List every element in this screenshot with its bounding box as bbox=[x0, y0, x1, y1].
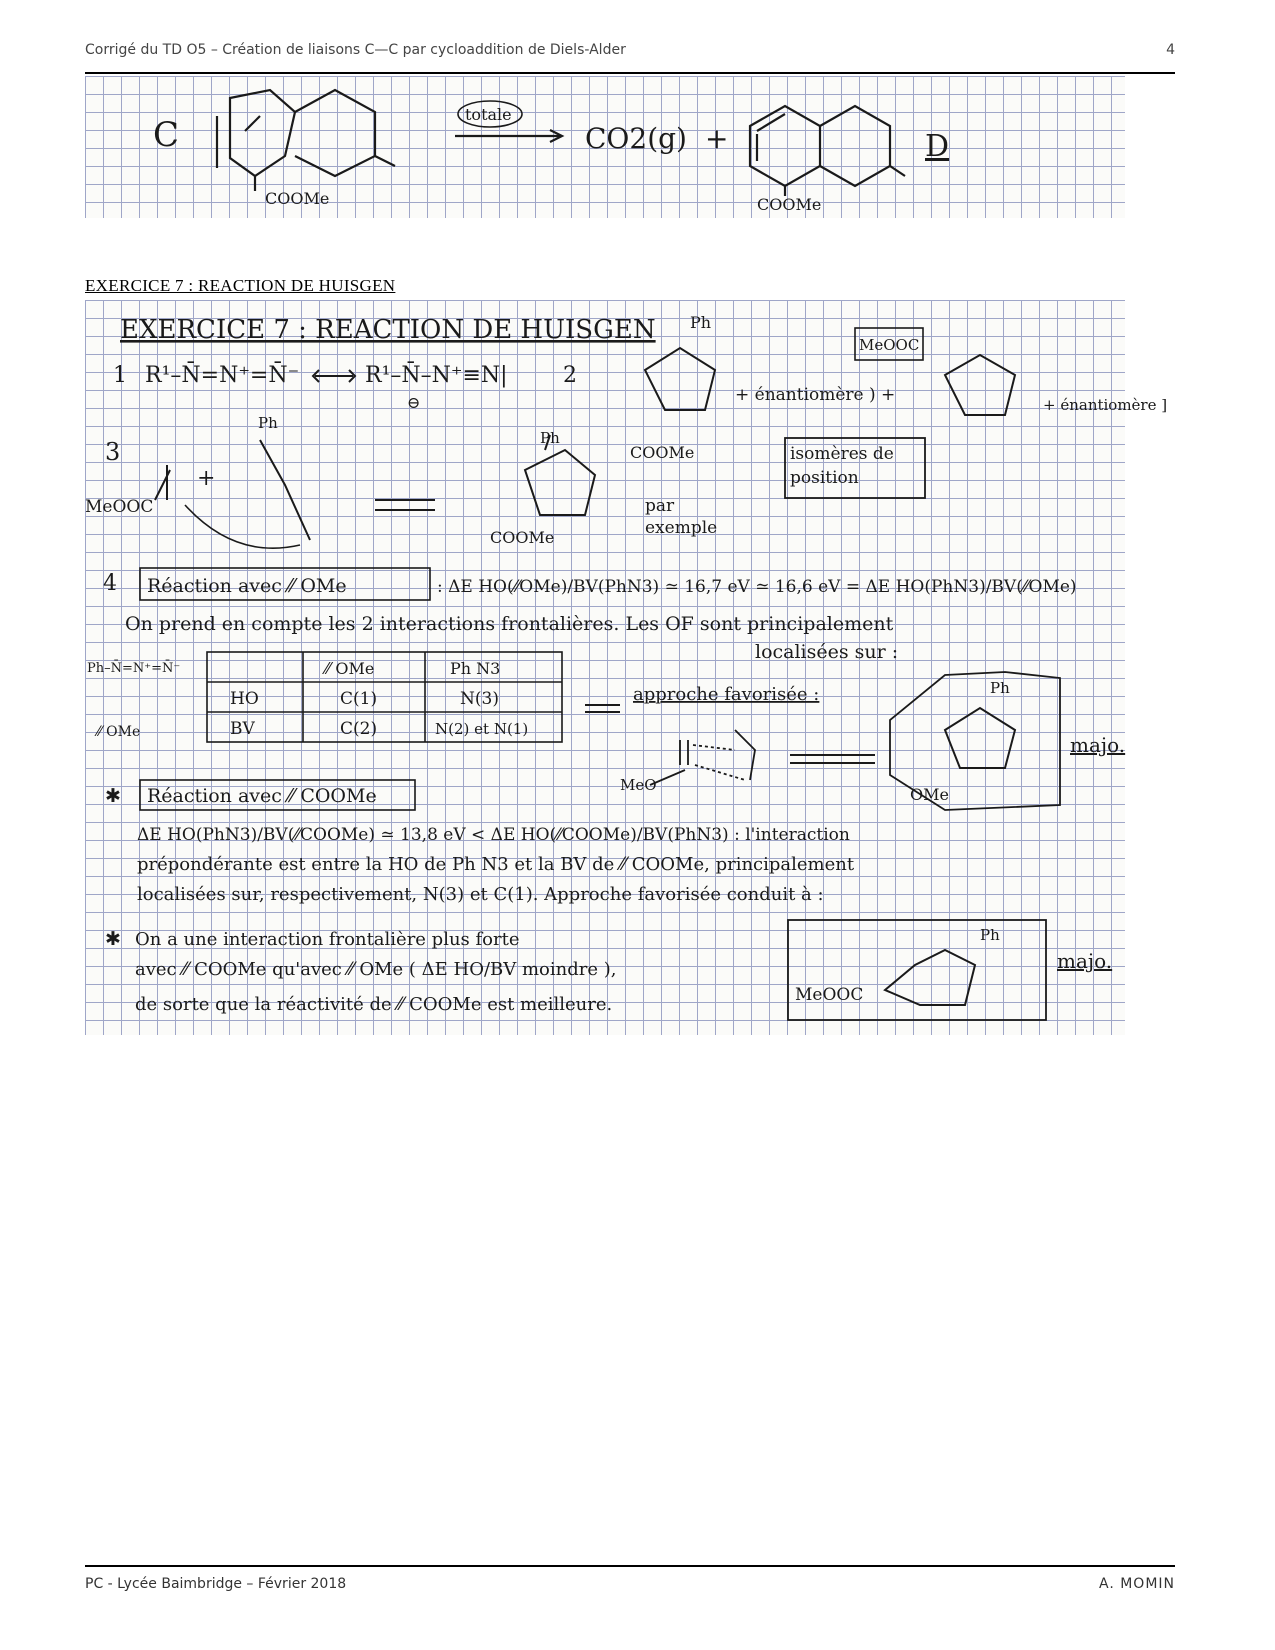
plus-sign: + bbox=[705, 122, 729, 155]
svg-text:MeO: MeO bbox=[620, 776, 657, 794]
co2-label: CO2(g) bbox=[585, 122, 687, 155]
table-cell-1-0: BV bbox=[230, 719, 255, 739]
q3-ph: Ph bbox=[258, 414, 278, 432]
q2-ph: Ph bbox=[690, 313, 712, 332]
q2-text2: + énantiomère ] bbox=[1043, 396, 1168, 414]
q4-line2: On prend en compte les 2 interactions frontalières. Les OF sont principalement bbox=[125, 613, 894, 635]
q3-coome: COOMe bbox=[490, 528, 555, 547]
q4-reaction2: Réaction avec ⁄⁄ COOMe bbox=[147, 785, 377, 807]
svg-text:✱: ✱ bbox=[105, 928, 121, 950]
coome-c: COOMe bbox=[265, 189, 330, 208]
section-heading: EXERCICE 7 : REACTION DE HUISGEN bbox=[85, 276, 396, 295]
huisgen-scan-image bbox=[85, 300, 1168, 1035]
azide-label: Ph–N̄=N⁺=N̄⁻ bbox=[87, 661, 181, 676]
majo2-ph: Ph bbox=[980, 926, 1000, 944]
majo1-ph: Ph bbox=[990, 679, 1010, 697]
q4-reaction1: Réaction avec ⁄⁄ OMe bbox=[147, 575, 347, 597]
coome-d: COOMe bbox=[757, 195, 822, 214]
q1-right: R¹–N̄–N⁺≡N| bbox=[365, 363, 508, 388]
q3-product bbox=[525, 435, 595, 515]
svg-text:Ph: Ph bbox=[540, 429, 560, 447]
q4-line9: de sorte que la réactivité de ⁄⁄ COOMe est meilleure. bbox=[135, 994, 613, 1015]
q1-right-minus: ⊖ bbox=[407, 393, 421, 412]
transition-state-sketch bbox=[650, 730, 755, 785]
q3-par-exemple: par exemple bbox=[645, 496, 718, 538]
q4-line6: localisées sur, respectivement, N(3) et C(1). Approche favorisée conduit à : bbox=[137, 884, 824, 905]
compound-d-structure bbox=[750, 106, 905, 196]
q2-text1: + énantiomère ) + bbox=[735, 385, 896, 405]
scan-title: EXERCICE 7 : REACTION DE HUISGEN bbox=[120, 315, 656, 345]
table-header-2: Ph N3 bbox=[450, 659, 501, 678]
svg-text:+: + bbox=[197, 466, 216, 491]
footer-rule bbox=[85, 1565, 1175, 1567]
majo1-structure bbox=[945, 708, 1015, 768]
svg-text:✱: ✱ bbox=[105, 785, 121, 807]
majo1-label: majo. bbox=[1070, 733, 1126, 757]
approche-text: approche favorisée : bbox=[633, 684, 820, 705]
q4-label: 4 bbox=[103, 571, 117, 596]
top-scan-image bbox=[85, 76, 1125, 218]
footer-left: PC - Lycée Baimbridge – Février 2018 bbox=[85, 1576, 347, 1592]
q4-line3: localisées sur : bbox=[755, 641, 899, 663]
table-header-1: ⁄⁄ OMe bbox=[325, 659, 375, 678]
q2-meooc: MeOOC bbox=[859, 336, 920, 354]
q4-eq1: : ΔE HO(⁄⁄OMe)/BV(PhN3) ≃ 16,7 eV ≃ 16,6 eV = ΔE HO(PhN3)/BV(⁄⁄OMe) bbox=[437, 577, 1077, 597]
q4-eq2: ΔE HO(PhN3)/BV(⁄⁄COOMe) ≃ 13,8 eV < ΔE HO(⁄⁄COOMe)/BV(PhN3) : l'interaction bbox=[137, 825, 850, 845]
majo1-ome: OMe bbox=[910, 785, 949, 804]
compound-c-structure bbox=[217, 90, 395, 191]
q2-triazoline-2 bbox=[945, 355, 1015, 415]
q2-coome: COOMe bbox=[630, 443, 695, 462]
q3-meooc: MeOOC bbox=[85, 497, 154, 517]
table-cell-1-2: N(2) et N(1) bbox=[435, 720, 529, 738]
page-header bbox=[85, 42, 1175, 66]
majo2-label: majo. bbox=[1057, 949, 1113, 973]
enol-label: ⁄⁄ OMe bbox=[97, 724, 141, 740]
table-cell-0-0: HO bbox=[230, 689, 259, 709]
header-rule bbox=[85, 72, 1175, 74]
q4-line5: prépondérante est entre la HO de Ph N3 et la BV de ⁄⁄ COOMe, principalement bbox=[137, 854, 855, 875]
q4-line8: avec ⁄⁄ COOMe qu'avec ⁄⁄ OMe ( ΔE HO/BV moindre ), bbox=[135, 959, 617, 980]
majo2-structure bbox=[885, 950, 975, 1005]
isomeres-box: isomères de position bbox=[790, 444, 894, 488]
compound-c-label: C bbox=[153, 115, 180, 155]
table-cell-0-1: C(1) bbox=[340, 689, 378, 709]
arrow-label: totale bbox=[465, 105, 512, 124]
q2-triazoline-1 bbox=[645, 348, 715, 410]
page-footer bbox=[85, 1576, 1175, 1600]
footer-author: A. MOMIN bbox=[1098, 1576, 1175, 1592]
q3-label: 3 bbox=[105, 438, 121, 466]
header-title: Corrigé du TD O5 – Création de liaisons C—C par cycloaddition de Diels-Alder bbox=[85, 42, 626, 58]
compound-d-label: D bbox=[925, 129, 950, 164]
q4-line7: On a une interaction frontalière plus forte bbox=[135, 929, 520, 950]
q2-label: 2 bbox=[563, 363, 577, 388]
table-cell-1-1: C(2) bbox=[340, 719, 378, 739]
majo2-meooc: MeOOC bbox=[795, 985, 864, 1005]
table-cell-0-2: N(3) bbox=[460, 689, 499, 709]
q1-label: 1 bbox=[113, 363, 127, 388]
page-number: 4 bbox=[1166, 42, 1175, 58]
q1-left: R¹–N̄=N⁺=N̄⁻ bbox=[145, 363, 300, 388]
